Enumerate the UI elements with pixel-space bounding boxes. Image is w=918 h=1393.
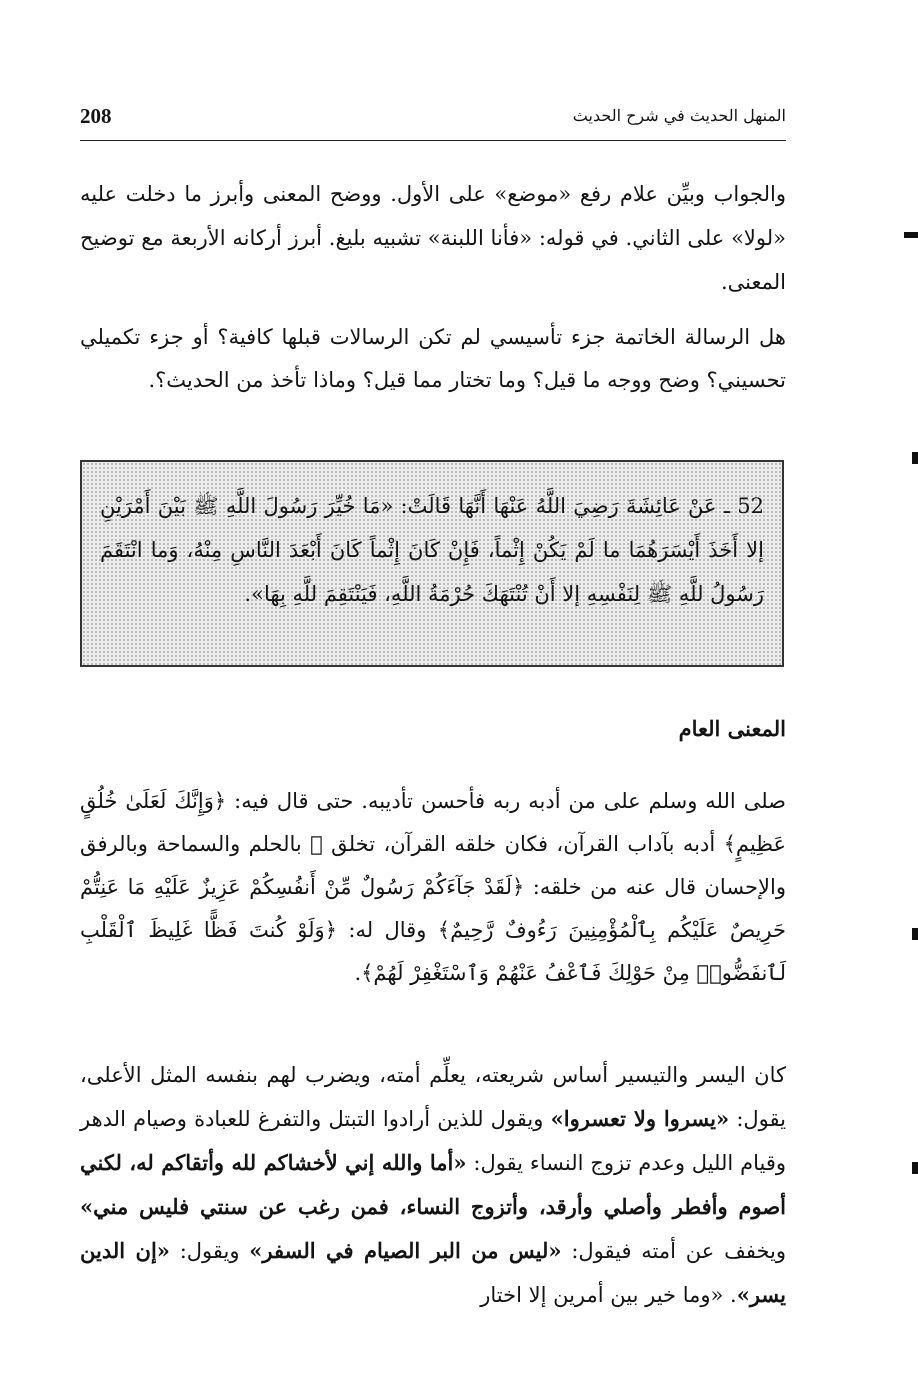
hadith-text: ـ عَنْ عَائِشَةَ رَضِيَ اللَّهُ عَنْهَا أَنَّهَا قَالَتْ: «مَا خُيِّرَ رَسُولَ اللَّهِ ﷺ بَيْنَ أَمْرَيْنِ إلا أَخَذَ أَيْسَرَهُمَا ما لَمْ يَكُنْ إِثْماً، فَإِنْ كَانَ إِثْماً كَانَ أَبْعَدَ النَّاسِ مِنْهُ، وَما انْتَقَمَ رَسُولُ للَّهِ ﷺ لِنَفْسِهِ إلا أَنْ تُنْتَهَكَ حُرْمَةُ اللَّهِ، فَيَنْتَقِمَ للَّهِ بِهَا». xyxy=(100,494,764,606)
margin-mark xyxy=(912,452,918,464)
hadith-quote: «إن الدين يسر» xyxy=(80,1238,786,1307)
paragraph-text: ويقول: xyxy=(169,1239,250,1263)
paragraph-text: ويقول للذين أرادوا التبتل والتفرغ للعبادة وصيام الدهر وقيام الليل وعدم تزوج النساء يقول: xyxy=(80,1107,786,1175)
hadith-text-block xyxy=(100,484,764,616)
margin-mark xyxy=(912,928,918,940)
header-rule xyxy=(80,140,786,141)
hadith-quote: «يسروا ولا تعسروا» xyxy=(550,1106,730,1131)
paragraph-text: . «وما خير بين أمرين إلا اختار xyxy=(480,1283,737,1307)
exercise-paragraph-2: هل الرسالة الخاتمة جزء تأسيسي لم تكن الرسالات قبلها كافية؟ أو جزء تكميلي تحسيني؟ وضح ووجه ما قيل؟ وما تختار مما قيل؟ وماذا تأخذ من الحديث؟. xyxy=(80,325,786,392)
hadith-number: 52 xyxy=(737,494,764,518)
general-meaning-paragraph-2 xyxy=(80,1054,786,1317)
hadith-box xyxy=(80,460,784,667)
paragraph-text: ويخفف عن أمته فيقول: xyxy=(561,1239,786,1263)
running-title: المنهل الحديث في شرح الحديث xyxy=(572,106,786,125)
hadith-quote: «أما والله إني لأخشاكم لله وأتقاكم له، لكني أصوم وأفطر وأصلي وأرقد، وأتزوج النساء، فمن رغب عن سنتي فليس مني» xyxy=(80,1150,786,1219)
paragraph-text: كان اليسر والتيسير أساس شريعته، يعلِّم أمته، ويضرب لهم بنفسه المثل الأعلى، يقول: xyxy=(80,1063,786,1131)
page-number: 208 xyxy=(80,104,112,128)
margin-mark xyxy=(904,232,918,238)
general-meaning-paragraph: صلى الله وسلم على من أدبه ربه فأحسن تأديبه. حتى قال فيه: ﴿وَإِنَّكَ لَعَلَىٰ خُلُقٍ عَظِيمٍ﴾ أدبه بآداب القرآن، فكان خلقه القرآن، تخلق ﷺ بالحلم والسماحة وبالرفق والإحسان قال عنه من خلقه: ﴿لَقَدْ جَآءَكُمْ رَسُولٌ مِّنْ أَنفُسِكُمْ عَزِيزٌ عَلَيْهِ مَا عَنِتُّمْ حَرِيصٌ عَلَيْكُم بِٱلْمُؤْمِنِينَ رَءُوفٌ رَّحِيمٌ﴾ وقال له: ﴿وَلَوْ كُنتَ فَظًّا غَلِيظَ ٱلْقَلْبِ لَٱنفَضُّوا۟ مِنْ حَوْلِكَ فَٱعْفُ عَنْهُمْ وَٱسْتَغْفِرْ لَهُمْ﴾. xyxy=(80,789,786,985)
margin-mark xyxy=(912,1162,918,1174)
header-bar xyxy=(80,104,786,136)
section-heading: المعنى العام xyxy=(678,716,786,741)
exercise-paragraph-1: والجواب وبيِّن علام رفع «موضع» على الأول. ووضح المعنى وأبرز ما دخلت عليه «لولا» على الثاني. في قوله: «فأنا اللبنة» تشبيه بليغ. أبرز أركانه الأربعة مع توضيح المعنى. xyxy=(80,182,786,294)
hadith-quote: «ليس من البر الصيام في السفر» xyxy=(249,1238,562,1263)
